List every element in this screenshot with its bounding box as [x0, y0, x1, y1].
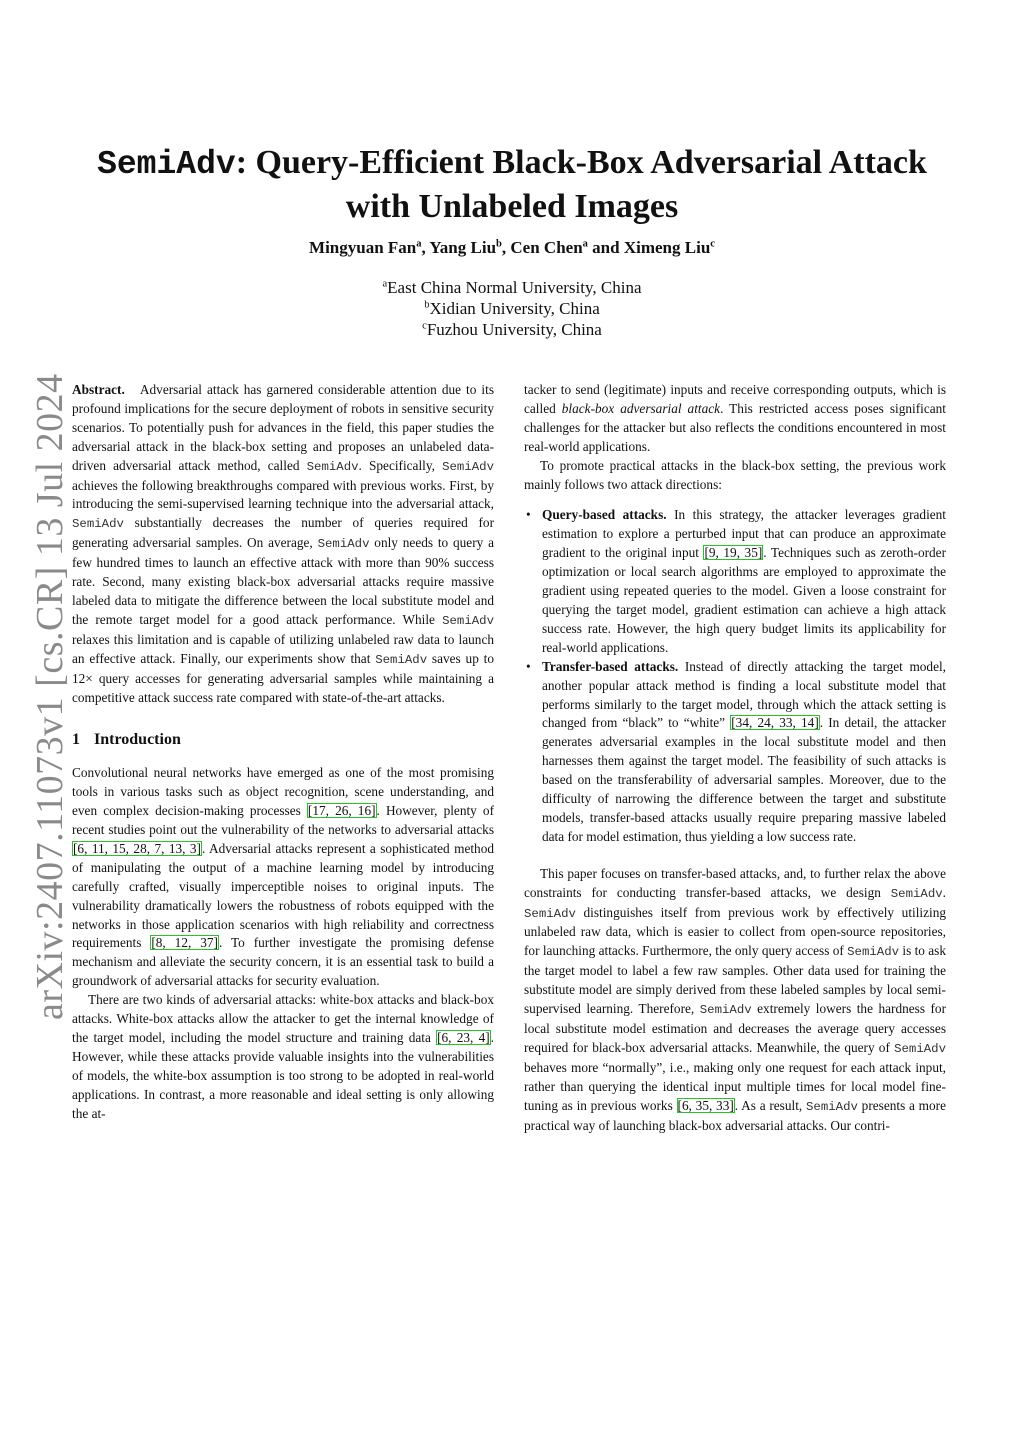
body-text: This paper focuses on transfer-based attacks, and, to further relax the above constraints for conducting transfer-based attacks, we design [524, 865, 946, 900]
right-column [524, 381, 946, 1135]
body-text: distinguishes itself from previous work by effectively utilizing unlabeled raw data, which is easier to collect from open-source repositories, for launching attacks. Furthermore, the only query access of [524, 904, 946, 959]
method-name: SemiAdv [317, 537, 370, 552]
body-text: . However, plenty of recent studies point out the vulnerability of the networks to adversarial attacks [72, 803, 494, 838]
author-affil-mark: a [582, 238, 588, 250]
body-text: . Adversarial attacks represent a sophisticated method of manipulating the output of a machine learning model by introducing carefully crafted, visually imperceptible noises to original inputs. The vulnerability dramatically lowers the robustness of robots equipped with the networks in those application scenarios with high reliability and correctness requirements [72, 840, 494, 951]
citation-link[interactable]: [17, 26, 16] [307, 803, 376, 819]
affiliation-mark: b [424, 299, 430, 311]
left-column [72, 381, 494, 1124]
author-name: Mingyuan Fan [309, 238, 417, 257]
body-text: . As a result, [734, 1097, 806, 1113]
list-item-label: Transfer-based attacks. [542, 658, 679, 674]
list-item-label: Query-based attacks. [542, 507, 667, 523]
abstract-text: relaxes this limitation and is capable of utilizing unlabeled raw data to launch an effective attack. Finally, our experiments show that [72, 631, 494, 666]
author-name: Cen Chen [510, 238, 583, 257]
paper-title [60, 142, 964, 228]
intro-paragraph-2 [72, 991, 494, 1123]
method-name: SemiAdv [894, 1041, 946, 1056]
affiliation [60, 298, 964, 319]
intro-paragraph-4 [524, 865, 946, 1136]
author-separator: , [421, 238, 430, 257]
method-name: SemiAdv [890, 886, 943, 901]
title-line-2: with Unlabeled Images [345, 188, 679, 225]
body-text: behaves more “normally”, i.e., making only one request for each attack input, rather than querying the identical input multiple times for local model fine-tuning as in previous works [524, 1059, 946, 1113]
affiliation-mark: c [422, 320, 427, 332]
bullet-icon: • [526, 507, 531, 523]
body-text: . To further investigate the promising defense mechanism and alleviate the security concern, it is an essential task to build a groundwork of adversarial attacks for security evaluation. [72, 935, 494, 989]
author-affil-mark: c [710, 238, 715, 250]
abstract-text: . Specifically, [358, 457, 443, 473]
body-text: . [942, 884, 946, 900]
body-text: tacker to send (legitimate) inputs and receive corresponding outputs, which is called [524, 382, 946, 416]
abstract-text: only needs to query a few hundred times to launch an effective attack with more than 90% success rate. Second, many existing black-box adversarial attacks require massive labeled data to mitigate the difference between the local substitute model and the remote target model for a good attack performance. While [72, 535, 494, 627]
list-item [524, 658, 946, 847]
abstract-text: substantially decreases the number of queries required for generating adversarial samples. On average, [72, 515, 494, 551]
abstract-text: achieves the following breakthroughs compared with previous works. First, by introducing the semi-supervised learning technique into the adversarial attack, [72, 477, 494, 512]
intro-paragraph-3: To promote practical attacks in the black-box setting, the previous work mainly follows two attack directions: [524, 457, 946, 492]
intro-paragraph-2-continued [524, 381, 946, 457]
author-affil-mark: b [496, 238, 502, 250]
citation-link[interactable]: [6, 23, 4] [437, 1030, 490, 1045]
title-line-1: : Query-Efficient Black-Box Adversarial Attack [235, 144, 927, 181]
citation-link[interactable]: [6, 11, 15, 28, 7, 13, 3] [73, 840, 201, 856]
abstract-paragraph [72, 381, 494, 707]
affiliation-text: Xidian University, China [429, 299, 600, 318]
affiliation-text: East China Normal University, China [387, 278, 642, 297]
list-item [524, 506, 946, 657]
method-name: SemiAdv [72, 517, 124, 532]
body-text: . However, while these attacks provide valuable insights into the vulnerabilities of models, the white-box assumption is too strong to be adopted in real-world applications. In contrast, a more reasonable and ideal setting is only allowing the at- [72, 1030, 494, 1121]
affiliation-text: Fuzhou University, China [426, 320, 602, 339]
author-separator: and [587, 238, 624, 257]
method-name: SemiAdv [442, 613, 494, 628]
body-text: is to ask the target model to label a few raw samples. Other data used for training the substitute model are simply derived from these labeled samples by local semi-supervised learning. Therefore, [524, 943, 946, 1017]
citation-link[interactable]: [9, 19, 35] [704, 545, 763, 561]
citation-link[interactable]: [34, 24, 33, 14] [731, 715, 819, 731]
author-name: Yang Liu [429, 238, 497, 257]
body-text: presents a more practical way of launching black-box adversarial attacks. Our contri- [524, 1097, 946, 1133]
method-name: SemiAdv [524, 906, 576, 921]
body-text: . In detail, the attacker generates adversarial examples in the local substitute model and then harnesses them against the target model. The feasibility of such attacks is based on the transferability of adversarial samples. Moreover, due to the difficulty of narrowing the difference between the target and substitute models, transfer-based attacks usually require preparing massive labeled data for model estimation, thus yielding a low success rate. [542, 715, 946, 844]
affiliation-mark: a [382, 278, 388, 290]
affiliation-list [60, 277, 964, 340]
author-affil-mark: a [416, 238, 422, 250]
method-name: SemiAdv [306, 459, 359, 474]
author-list [60, 238, 964, 258]
affiliation [60, 277, 964, 298]
intro-paragraph-1 [72, 764, 494, 991]
author-name: Ximeng Liu [623, 238, 711, 257]
section-heading [72, 731, 494, 750]
body-text: extremely lowers the hardness for local substitute model estimation and decreases the average query accesses required for black-box adversarial attacks. Meanwhile, the query of [524, 1001, 946, 1055]
title-method-name: SemiAdv [97, 146, 236, 183]
bullet-icon: • [526, 658, 531, 674]
body-text: . This restricted access poses significant challenges for the attacker but also reflects the conditions encountered in most real-world applications. [524, 400, 947, 454]
body-text: There are two kinds of adversarial attacks: white-box attacks and black-box attacks. White-box attacks allow the attacker to get the internal knowledge of the target model, including the model structure and training data [72, 992, 494, 1045]
abstract-text: Adversarial attack has garnered considerable attention due to its profound implications for the secure deployment of robots in sensitive security scenarios. To potentially push for advances in the field, this paper studies the adversarial attack in the black-box setting and proposes an unlabeled data-driven adversarial attack method, called [72, 382, 494, 473]
body-text: . Techniques such as zeroth-order optimization or local search algorithms are employed to approximate the gradient using repeated queries to the model. Given a loose constraint for querying the target model, gradient estimation can achieve a high attack success rate. However, the high query budget limits its applicability for real-world applications. [542, 545, 947, 655]
section-number: 1 [72, 731, 80, 749]
abstract-label: Abstract. [72, 382, 125, 397]
body-text: Convolutional neural networks have emerged as one of the most promising tools in various tasks such as object recognition, scene understanding, and even complex decision-making processes [72, 765, 494, 819]
section-title: Introduction [94, 731, 181, 749]
citation-link[interactable]: [8, 12, 37] [151, 935, 218, 951]
author-separator: , [501, 238, 511, 257]
method-name: SemiAdv [805, 1099, 858, 1114]
body-text: In this strategy, the attacker leverages gradient estimation to explore a perturbed input that can produce an approximate gradient to the original input [542, 507, 947, 561]
method-name: SemiAdv [442, 459, 495, 474]
arxiv-identifier-stamp: arXiv:2407.11073v1 [cs.CR] 13 Jul 2024 [29, 373, 71, 1020]
emphasis-term: black-box adversarial attack [561, 400, 721, 416]
affiliation [60, 319, 964, 340]
method-name: SemiAdv [699, 1003, 752, 1018]
method-name: SemiAdv [375, 652, 428, 667]
method-name: SemiAdv [847, 945, 900, 960]
citation-link[interactable]: [6, 35, 33] [677, 1097, 734, 1113]
abstract-text: saves up to 12× query accesses for generating adversarial samples while maintaining a competitive attack success rate compared with state-of-the-art attacks. [72, 650, 494, 705]
attack-directions-list [524, 506, 946, 846]
body-text: Instead of directly attacking the target model, another popular attack method is finding a local substitute model that performs similarly to the target model, through which the attack setting is changed from “black” to “white” [542, 658, 947, 731]
